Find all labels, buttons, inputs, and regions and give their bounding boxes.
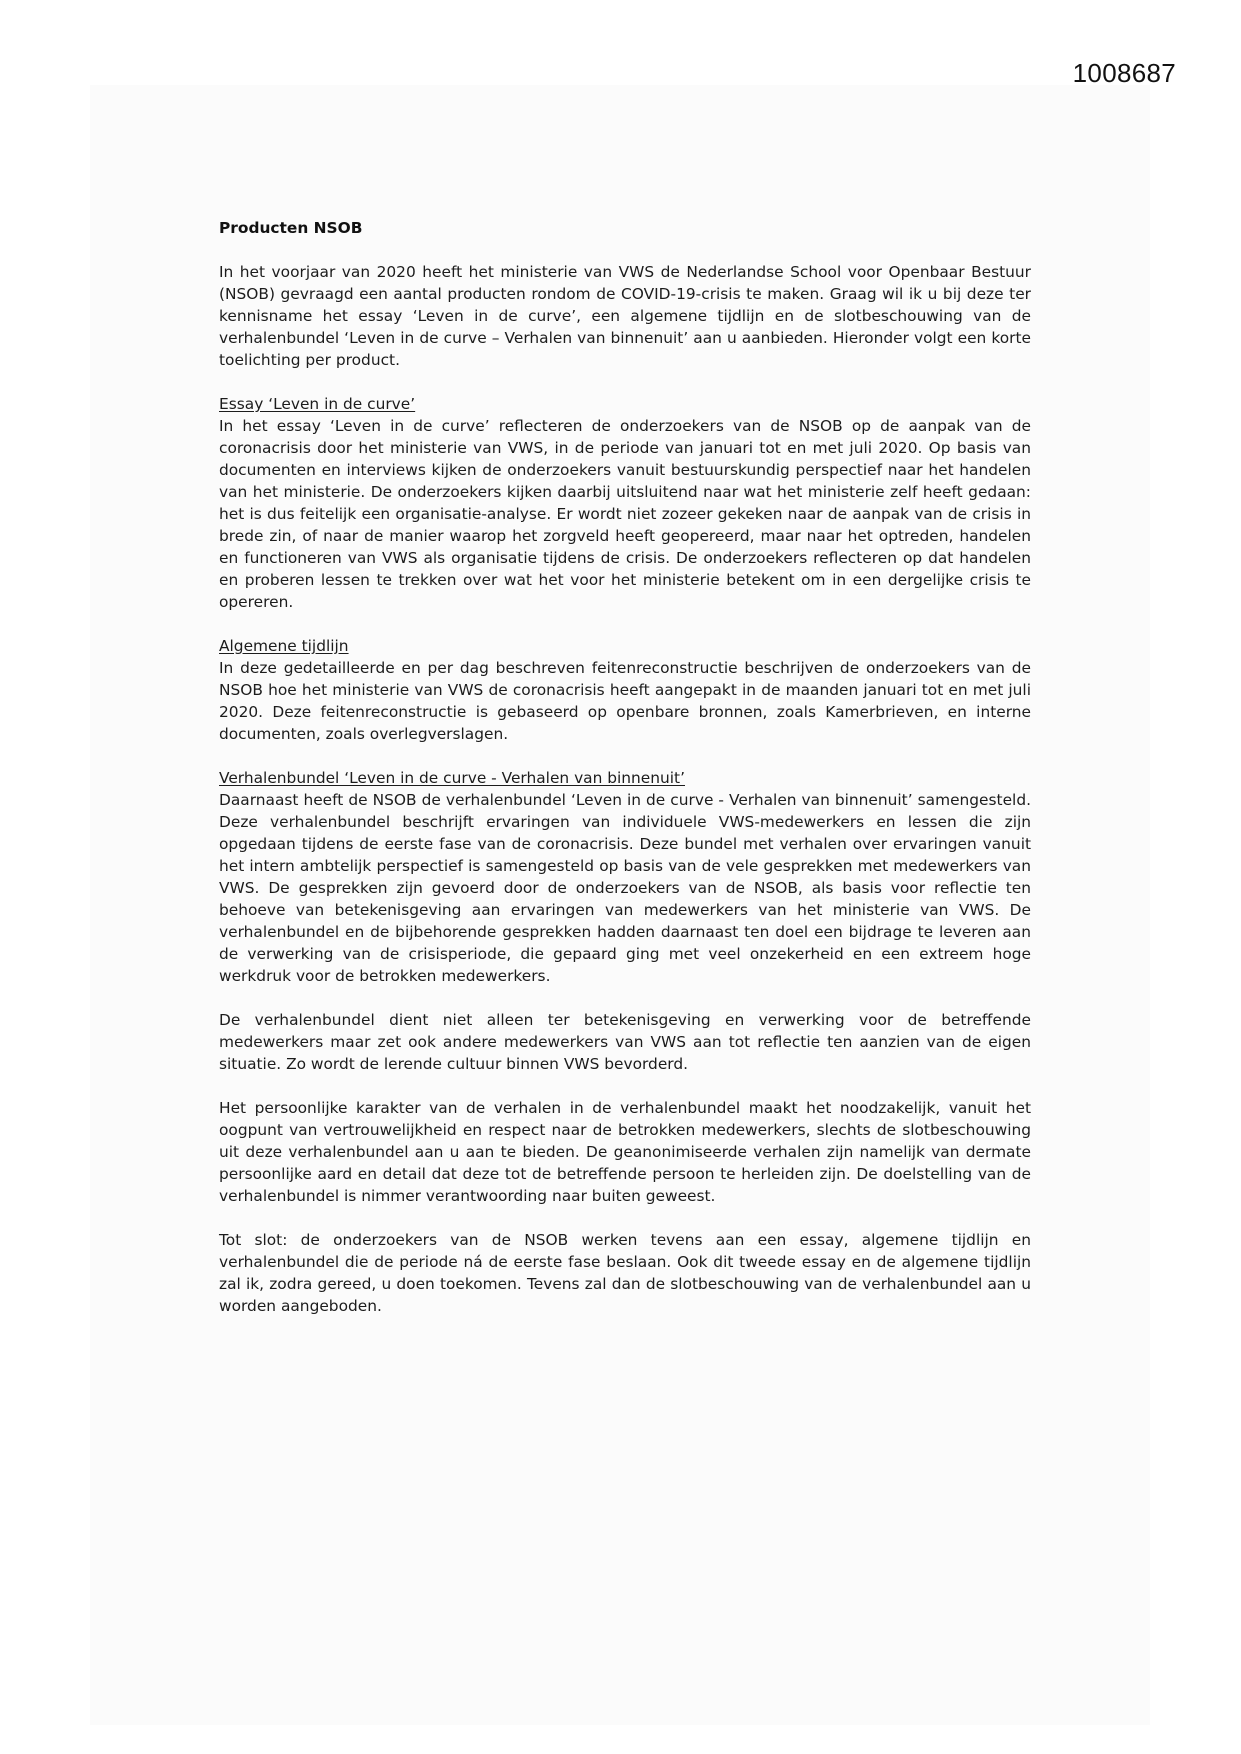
section-paragraph: Daarnaast heeft de NSOB de verhalenbundel ‘Leven in de curve - Verhalen van binnenuit’ samengesteld. Deze verhalenbundel beschrijft ervaringen van individuele VWS-medewerkers en lessen die zijn opgedaan tijdens de eerste fase van de coronacrisis. Deze bundel met verhalen over ervaringen vanuit het intern ambtelijk perspectief is samengesteld op basis van de vele gesprekken met medewerkers van VWS. De gesprekken zijn gevoerd door de onderzoekers van de NSOB, als basis voor reflectie ten behoeve van betekenisgeving aan ervaringen van medewerkers van het ministerie van VWS. De verhalenbundel en de bijbehorende gesprekken hadden daarnaast ten doel een bijdrage te leveren aan de verwerking van de crisisperiode, die gepaard ging met veel onzekerheid en een extreem hoge werkdruk voor de betrokken medewerkers.	[219, 791, 1031, 985]
section-paragraph: In het essay ‘Leven in de curve’ reflecteren de onderzoekers van de NSOB op de aanpak van de coronacrisis door het ministerie van VWS, in de periode van januari tot en met juli 2020. Op basis van documenten en interviews kijken de onderzoekers vanuit bestuurskundig perspectief naar het handelen van het ministerie. De onderzoekers kijken daarbij uitsluitend naar wat het ministerie zelf heeft gedaan: het is dus feitelijk een organisatie-analyse. Er wordt niet zozeer gekeken naar de aanpak van de crisis in brede zin, of naar de manier waarop het zorgveld heeft geopereerd, maar naar het optreden, handelen en functioneren van VWS als organisatie tijdens de crisis. De onderzoekers reflecteren op dat handelen en proberen lessen te trekken over wat het voor het ministerie betekent om in een dergelijke crisis te opereren.	[219, 417, 1031, 611]
intro-paragraph: In het voorjaar van 2020 heeft het ministerie van VWS de Nederlandse School voor Openbaar Bestuur (NSOB) gevraagd een aantal producten rondom de COVID-19-crisis te maken. Graag wil ik u bij deze ter kennisname het essay ‘Leven in de curve’, een algemene tijdlijn en de slotbeschouwing van de verhalenbundel ‘Leven in de curve – Verhalen van binnenuit’ aan u aanbieden. Hieronder volgt een korte toelichting per product.	[219, 263, 1031, 369]
document-body	[219, 217, 1031, 1339]
closing-paragraph: Tot slot: de onderzoekers van de NSOB werken tevens aan een essay, algemene tijdlijn en verhalenbundel die de periode ná de eerste fase beslaan. Ook dit tweede essay en de algemene tijdlijn zal ik, zodra gereed, u doen toekomen. Tevens zal dan de slotbeschouwing van de verhalenbundel aan u worden aangeboden.	[219, 1231, 1031, 1315]
section-tijdlijn	[219, 635, 1031, 745]
document-number: 1008687	[1072, 58, 1176, 88]
section-essay	[219, 393, 1031, 613]
section-heading: Verhalenbundel ‘Leven in de curve - Verhalen van binnenuit’	[219, 769, 685, 787]
section-paragraph: Het persoonlijke karakter van de verhalen in de verhalenbundel maakt het noodzakelijk, vanuit het oogpunt van vertrouwelijkheid en respect naar de betrokken medewerkers, slechts de slotbeschouwing uit deze verhalenbundel aan u aan te bieden. De geanonimiseerde verhalen zijn namelijk van dermate persoonlijke aard en detail dat deze tot de betreffende persoon te herleiden zijn. De doelstelling van de verhalenbundel is nimmer verantwoording naar buiten geweest.	[219, 1099, 1031, 1205]
document-title: Producten NSOB	[219, 219, 363, 237]
section-heading: Essay ‘Leven in de curve’	[219, 395, 416, 413]
section-paragraph: In deze gedetailleerde en per dag beschreven feitenreconstructie beschrijven de onderzoekers van de NSOB hoe het ministerie van VWS de coronacrisis heeft aangepakt in de maanden januari tot en met juli 2020. Deze feitenreconstructie is gebaseerd op openbare bronnen, zoals Kamerbrieven, en interne documenten, zoals overlegverslagen.	[219, 659, 1031, 743]
section-heading: Algemene tijdlijn	[219, 637, 349, 655]
section-paragraph: De verhalenbundel dient niet alleen ter betekenisgeving en verwerking voor de betreffende medewerkers maar zet ook andere medewerkers van VWS aan tot reflectie ten aanzien van de eigen situatie. Zo wordt de lerende cultuur binnen VWS bevorderd.	[219, 1011, 1031, 1073]
section-verhalenbundel	[219, 767, 1031, 1207]
